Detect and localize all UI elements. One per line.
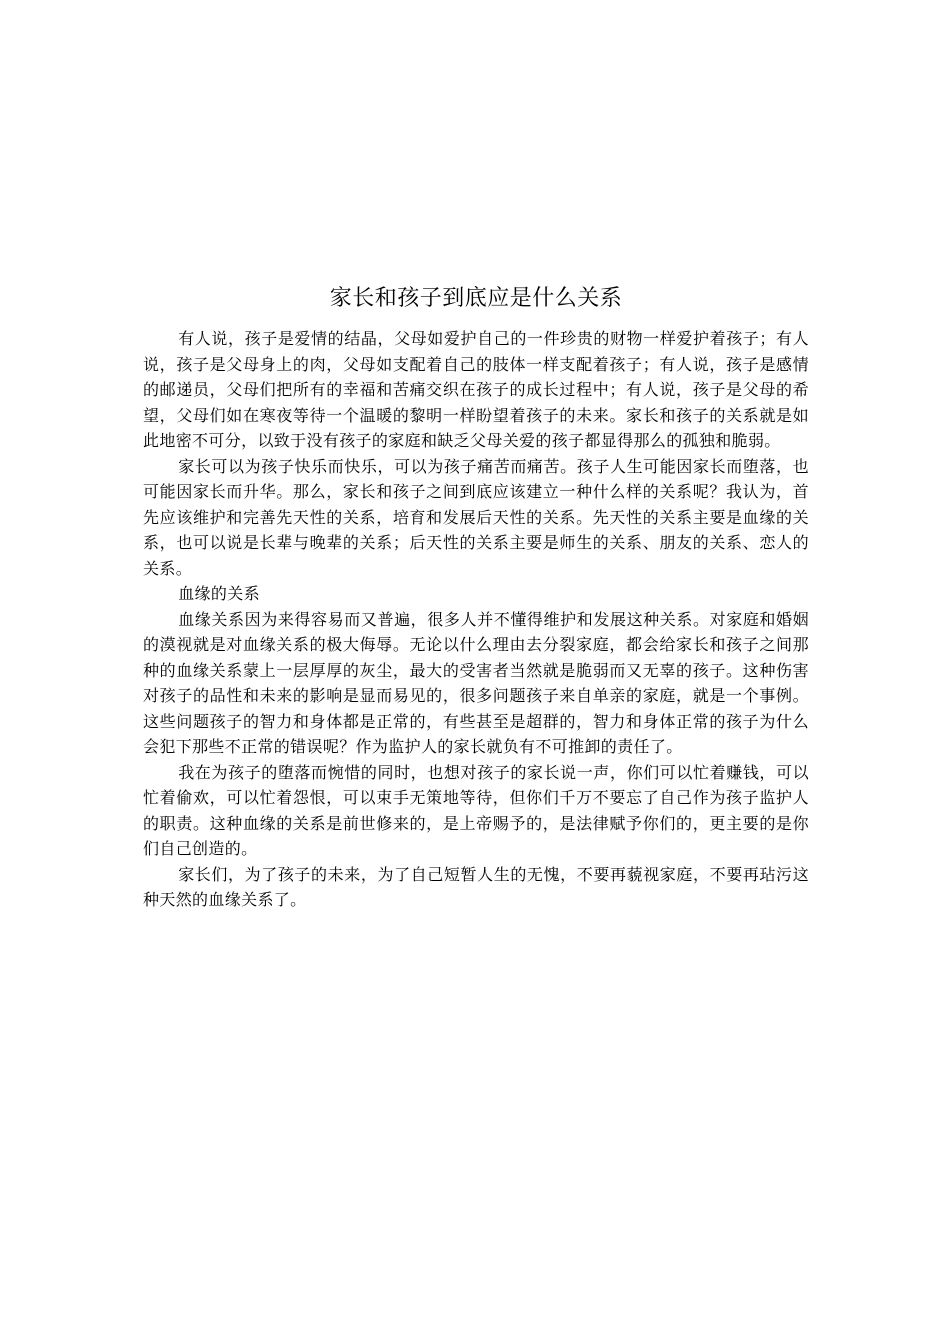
page-title: 家长和孩子到底应是什么关系 — [329, 286, 623, 311]
paragraph-closing: 家长们，为了孩子的未来，为了自己短暂人生的无愧，不要再藐视家庭，不要再玷污这种天然的血缘关系了。 — [143, 864, 809, 909]
section-heading-blood-relation: 血缘的关系 — [178, 584, 260, 603]
paragraph-intro: 有人说，孩子是爱情的结晶，父母如爱护自己的一件珍贵的财物一样爱护着孩子；有人说，孩子是父母身上的肉，父母如支配着自己的肢体一样支配着孩子；有人说，孩子是感情的邮递员，父母们把所有的幸福和苦痛交织在孩子的成长过程中；有人说，孩子是父母的希望，父母们如在寒夜等待一个温暖的黎明一样盼望着孩子的未来。家长和孩子的关系就是如此地密不可分，以致于没有孩子的家庭和缺乏父母关爱的孩子都显得那么的孤独和脆弱。 — [143, 329, 809, 450]
article — [143, 282, 809, 913]
paragraph-relationship-types: 家长可以为孩子快乐而快乐，可以为孩子痛苦而痛苦。孩子人生可能因家长而堕落，也可能因家长而升华。那么，家长和孩子之间到底应该建立一种什么样的关系呢？我认为，首先应该维护和完善先天性的关系，培育和发展后天性的关系。先天性的关系主要是血缘的关系，也可以说是长辈与晚辈的关系；后天性的关系主要是师生的关系、朋友的关系、恋人的关系。 — [143, 456, 809, 578]
paragraph-blood-relation: 血缘关系因为来得容易而又普遍，很多人并不懂得维护和发展这种关系。对家庭和婚姻的漠视就是对血缘关系的极大侮辱。无论以什么理由去分裂家庭，都会给家长和孩子之间那种的血缘关系蒙上一层厚厚的灰尘，最大的受害者当然就是脆弱而又无辜的孩子。这种伤害对孩子的品性和未来的影响是显而易见的，很多问题孩子来自单亲的家庭，就是一个事例。这些问题孩子的智力和身体都是正常的，有些甚至是超群的，智力和身体正常的孩子为什么会犯下那些不正常的错误呢？作为监护人的家长就负有不可推卸的责任了。 — [143, 609, 809, 756]
paragraph-guardian-duty: 我在为孩子的堕落而惋惜的同时，也想对孩子的家长说一声，你们可以忙着赚钱，可以忙着偷欢，可以忙着怨恨，可以束手无策地等待，但你们千万不要忘了自己作为孩子监护人的职责。这种血缘的关系是前世修来的，是上帝赐予的，是法律赋予你们的，更主要的是你们自己创造的。 — [143, 762, 809, 858]
